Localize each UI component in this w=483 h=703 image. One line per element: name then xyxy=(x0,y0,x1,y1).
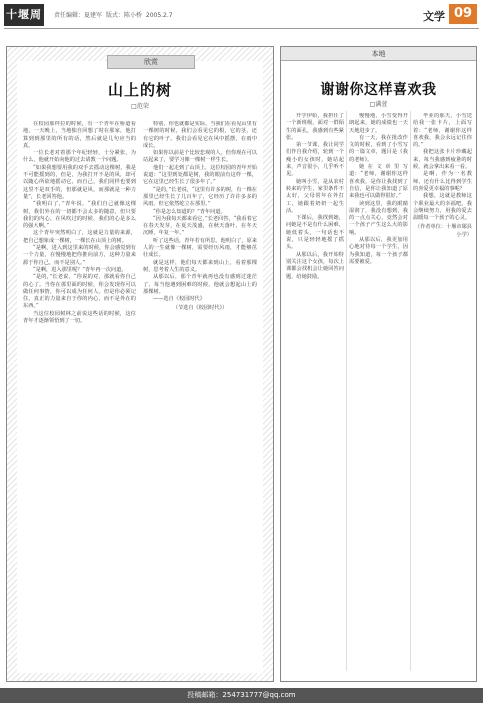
paragraph: ——选自《校园时代》 xyxy=(153,296,205,303)
paragraph: “如果我想要用我的双手去摇动这棵树，我是不可能摇到的，但是，为我打开不是的风，却可以随心所欲地摇动它，而自己，我们同样也要到这里不是双手的，但那就是风，而那就是一种力量”，长老回答他。 xyxy=(23,164,136,200)
paragraph: 在校园那样拉的时候，有一个青年在桥道看地，一天晚上，当地独自回想了时在那家，他打算到到那里的所有的话，然后就是几句应当的真。 xyxy=(23,121,136,149)
left-article-column-1 xyxy=(23,121,136,667)
left-column-tag: 欣赏 xyxy=(107,55,195,69)
author-note: （作者单位：十堰市郧县小学） xyxy=(414,224,472,238)
left-article-byline: □范荣 xyxy=(131,103,149,110)
left-article-panel xyxy=(6,46,274,682)
paragraph: “我明白了，”青年说，“我们自己就像这棵树，我们外在的一切都不会太多的随意，但只要我们的内心，在风吹过的时候，我们的心是多么的强大啊。” xyxy=(23,201,136,230)
paragraph: 就是这样，他们每天都来到山上，看着那棵树，思考着人生的意义。 xyxy=(143,259,257,273)
paragraph: 第一节课，我让同学们作自我介绍，轮到一个瘦小的女孩时，她站起来，声音很小，几乎听不见。 xyxy=(286,142,344,178)
paragraph: 从那以后，我更加用心地对待每一个学生，因为我知道，每一个孩子都需要被爱。 xyxy=(349,237,408,265)
paragraph: 从那以后，我开始特别关注这个女孩，每次上课都会找机会让她回答问题，给她鼓励。 xyxy=(286,251,344,280)
paragraph: 当这位校园树林之前说这些话的时候，这位青年才逐渐领悟到了一切。 xyxy=(23,310,136,325)
right-article-byline: □满萱 xyxy=(369,101,388,108)
submission-email: 投稿邮箱：254731777@qq.com xyxy=(187,691,296,699)
right-article-title: 谢谢你这样喜欢我 xyxy=(320,82,437,98)
paragraph: “是啊，进入那里呢？”青年再一次问道。 xyxy=(33,266,127,273)
right-article-column-2 xyxy=(349,113,408,673)
left-article-title: 山上的树 xyxy=(107,81,172,99)
paragraph: “是的，”长老说，“这里有许多的树，有一棵在那里已经生长了几百年了，它经历了许许多多的风雨，但它依然屹立在那里。” xyxy=(143,186,257,208)
paragraph: 特别，你也就都是实际。当我们在看见山里有一棵树的时候，我们会看见它的根，它的茎，还有它的叶子。我们会看见它在风中摇摆，在雨中成长。 xyxy=(143,121,257,149)
paragraph: 一位长老对着那个年纪轻轻，十分紧张，为什么，他就开始向他的过去请教一个问题。 xyxy=(23,150,136,164)
left-article-body xyxy=(17,58,263,673)
column-divider xyxy=(346,111,347,671)
credit-editor: 责任编辑：夏建军 xyxy=(54,12,103,19)
page-footer xyxy=(0,688,483,703)
right-article-column-3 xyxy=(413,113,472,673)
header-divider xyxy=(4,28,479,29)
left-article-column-2 xyxy=(143,121,257,667)
editor-credits xyxy=(54,10,175,19)
paragraph: 是啊，作为一名教师，还有什么比得到学生的喜爱更幸福的事呢？ xyxy=(413,171,472,192)
credit-layout: 版式：陈小桥 xyxy=(105,12,142,19)
paragraph: 她叫小雪，是从农村转来的学生，家里条件不太好，父母常年在外打工，她跟着奶奶一起生活。 xyxy=(286,178,344,214)
paragraph: “因为我每天都来看它，”长老回答，“我看着它在春天发芽，在夏天茂盛，在秋天落叶，在冬天沉睡，年复一年。” xyxy=(143,215,257,237)
section-title: 文学 xyxy=(423,10,445,23)
right-article-column-1 xyxy=(286,113,344,673)
paragraph: 她在文章里写道：“老师，谢谢你这样喜欢我，是你让我找到了自信，是你让我知道了原来我也可以做得很好。” xyxy=(349,164,408,200)
source-note: （节选自《校园时代》） xyxy=(172,305,228,312)
masthead-logo: 十堰周刊 xyxy=(4,4,44,26)
paragraph: “是啊，进入到这里来的时候，你会感觉到有一个力量，在慢慢地把你推向前方，这种力量来源于你自己，而不是别人。” xyxy=(23,245,136,266)
paragraph: 他们一起走到了山顶上，这位校园的青年开始说道：“这里到处都是树，我的眼前有这样一棵，它在这里已经生长了很多年了。” xyxy=(143,164,257,186)
paragraph: 开学伊始，我担任了一个新班级，面对一群陌生的面孔，我感到有些紧张。 xyxy=(286,113,344,141)
paragraph: “是的，”长老说，“你说的对，那就看你自己的心了。当你在那里面的时候，你会发现你可以做任何事情，你可以成为任何人。但是你必须记住，真正的力量来自于你的内心，而不是外在的东西。” xyxy=(23,274,136,310)
paragraph: 读到这里，我的眼睛湿润了，我没有想到，我的一点点关心，竟然会对一个孩子产生这么大的影响。 xyxy=(349,200,408,236)
paragraph: 听了这些话，青年若有所思。他明白了，原来人的一生就像一棵树，需要经历风雨，才能够茁壮成长。 xyxy=(143,237,257,259)
paragraph: 我把这张卡片珍藏起来，每当我感到疲惫的时候，就会拿出来看一看。 xyxy=(413,149,472,171)
paragraph: 我想，这就是教师这个职业最大的幸福吧。我会继续努力，用我的爱去温暖每一个孩子的心灵。 xyxy=(413,193,472,222)
paragraph: 从那以后，那个青年就再也没有感到过迷茫了，每当他遇到困难的时候，他就会想起山上的那棵树。 xyxy=(143,274,257,295)
credit-date: 2005.2.7 xyxy=(145,12,173,19)
paragraph: 毕业的那天，小雪送给我一张卡片，上面写着：“老师，谢谢你这样喜欢我，我会永远记住你的。” xyxy=(413,113,472,149)
right-article-panel xyxy=(280,46,477,682)
column-divider xyxy=(410,111,411,671)
paragraph: 如果你以前是个比较悲观的人，但你现在可以站起来了，要学习像一棵树一样生长。 xyxy=(143,150,257,164)
page-header xyxy=(0,0,483,43)
paragraph: 这个青年突然明白了，这就是力量的来源，把自己想象成一棵树，一棵长在山顶上的树。 xyxy=(23,230,136,244)
paragraph: 下课后，我找到她，问她是不是有什么困难，她低着头，一句话也不说，只是轻轻地摇了摇头。 xyxy=(286,215,344,251)
right-column-tag: 本地 xyxy=(281,47,476,61)
paragraph: 慢慢地，小雪变得开朗起来，她的成绩也一天天地进步了。 xyxy=(349,113,408,134)
paragraph: “你是怎么知道的？”青年问道。 xyxy=(153,208,226,215)
page-number-badge: 09 xyxy=(449,4,477,24)
paragraph: 有一天，我在批改作文的时候，看到了小雪写的一篇文章，题目是《我的老师》。 xyxy=(349,134,408,163)
